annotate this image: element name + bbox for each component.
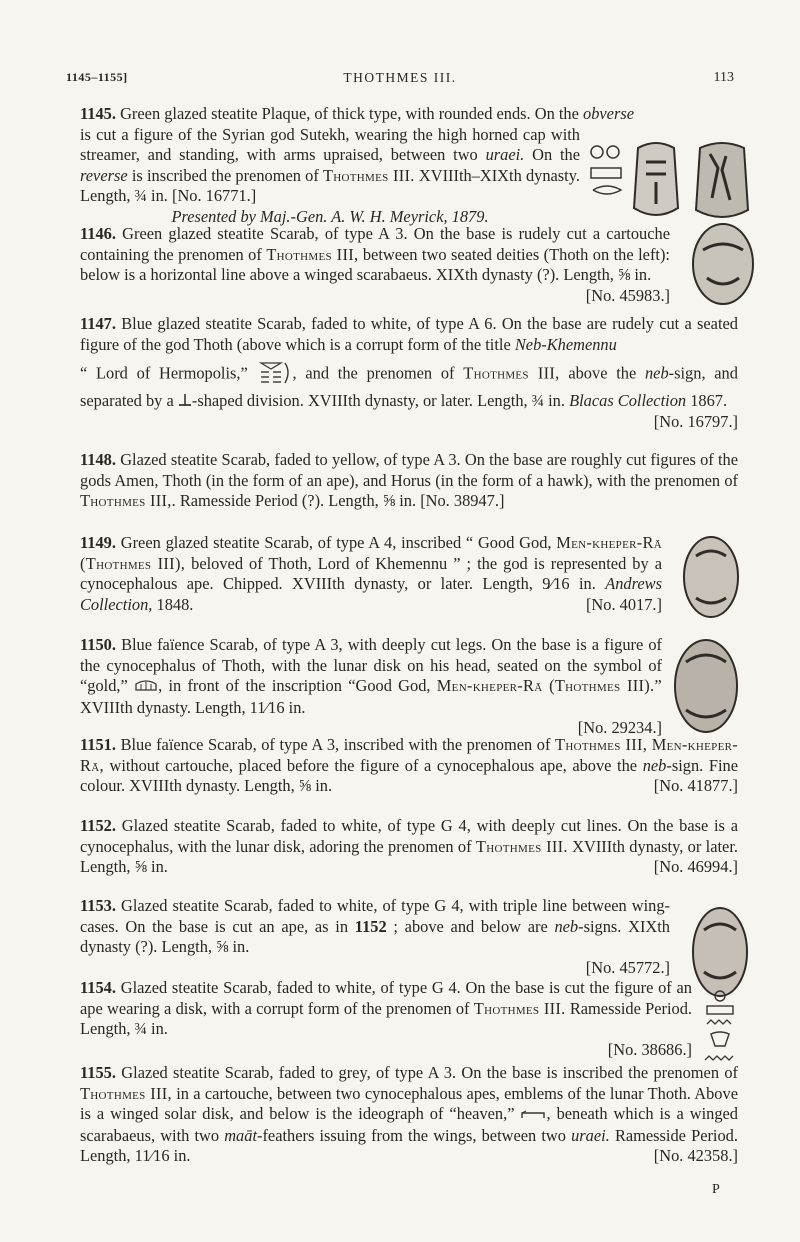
entry-1150: 1150. Blue faïence Scarab, of type A 3, with deeply cut legs. On the base is a figure of the cynocephalus of Thoth, with the lunar disk on his head, seated on the symbol of “gold,” , in front of the inscription “Good God, Men-kheper-Rā (Thothmes III).” XVIIIth dynasty. Length, 11⁄16 in. [No. 29234.]: [80, 635, 662, 738]
heaven-glyph-icon: [520, 1105, 546, 1126]
entry-range: 1145–1155]: [66, 70, 128, 84]
entry-1155: 1155. Glazed steatite Scarab, faded to grey, of type A 3. On the base is inscribed the prenomen of Thothmes III, in a cartouche, between two cynocephalous apes, emblems of the lunar Thoth. Above is a winged solar disk, and below is the ideograph of “heaven,” , beneath which is a winged scarabaeus, with two maāt-feathers issuing from the wings, between two uraei. Ramesside Period. Length, 11⁄16 in. [No. 42358.]: [80, 1063, 738, 1166]
entry-1147: 1147. Blue glazed steatite Scarab, faded to white, of type A 6. On the base are rudely cut a seated figure of the god Thoth (above which is a corrupt form of the title Neb-Khemennu “ Lord of Hermopolis,” , and the prenomen of Thothmes III, above the neb-sign, and separated by a -shaped division. XVIIIth dynasty, or later. Length, ¾ in. Blacas Collection 1867. [No. 16797.]: [80, 314, 738, 432]
entry-1148: 1148. Glazed steatite Scarab, faded to yellow, of type A 3. On the base are roughly cut figures of the gods Amen, Thoth (in the form of an ape), and Horus (in the form of a hawk), with the prenomen of Thothmes III,. Ramesside Period (?). Length, ⅝ in. [No. 38947.]: [80, 450, 738, 511]
scarab-1150-icon: [670, 634, 742, 738]
entry-1153: 1153. Glazed steatite Scarab, faded to white, of type G 4, with triple line between wing-cases. On the base is cut an ape, as in 1152 ; above and below are neb-signs. XIXth dynasty (?). Length, ⅝ in. [No. 45772.]: [80, 896, 670, 977]
entry-1151: 1151. Blue faïence Scarab, of type A 3, inscribed with the prenomen of Thothmes III, Men-kheper-Rā, without cartouche, placed before the figure of a cynocephalous ape, above the neb-sign. Fine colour. XVIIIth dynasty. Length, ⅝ in. [No. 41877.]: [80, 735, 738, 796]
signature-mark: P: [712, 1182, 720, 1197]
prenomen-hieroglyphs-icon: [697, 990, 743, 1068]
t-division-icon: [178, 392, 192, 413]
entry-1154: 1154. Glazed steatite Scarab, faded to white, of type G 4. On the base is cut the figure of an ape wearing a disk, with a corrupt form of the prenomen of Thothmes III. Ramesside Period. Length, ¾ in. [No. 38686.]: [80, 978, 693, 1059]
neb-khemennu-glyph-icon: [257, 359, 293, 391]
scarab-1149-icon: [680, 532, 742, 622]
page-number: 113: [713, 70, 734, 85]
scarab-1146-icon: [689, 220, 757, 310]
plaque-obverse-icon: [690, 138, 754, 224]
entry-1149: 1149. Green glazed steatite Scarab, of type A 4, inscribed “ Good God, Men-kheper-Rā (Thothmes III), beloved of Thoth, Lord of Khemennu ” ; the god is represented by a cynocephalous ape. Chipped. XVIIIth dynasty, or later. Length, 9⁄16 in. Andrews Collection, 1848. [No. 4017.]: [80, 533, 662, 614]
plaque-reverse-icon: [628, 138, 684, 224]
scarab-1153-icon: [690, 900, 750, 1000]
plaque-glyph-icon: [583, 140, 633, 220]
entry-1145: 1145. Green glazed steatite Plaque, of thick type, with rounded ends. On the obverse is cut a figure of the Syrian god Sutekh, wearing the high horned cap with streamer, and standing, with arms upraised, between two uraei. On the reverse is inscribed the prenomen of Thothmes III. XVIIIth–XIXth dynasty. Length, ¾ in. [No. 16771.] Presented by Maj.-Gen. A. W. H. Meyrick, 1879.: [80, 104, 634, 226]
gold-symbol-icon: [134, 677, 158, 698]
entry-1152: 1152. Glazed steatite Scarab, faded to white, of type G 4, with deeply cut lines. On the base is a cynocephalus, with the lunar disk, adoring the prenomen of Thothmes III. XVIIIth dynasty, or later. Length, ⅝ in. [No. 46994.]: [80, 816, 738, 877]
page-title: THOTHMES III.: [343, 70, 457, 85]
entry-1146: 1146. Green glazed steatite Scarab, of type A 3. On the base is rudely cut a cartouche containing the prenomen of Thothmes III, between two seated deities (Thoth on the left): below is a horizontal line above a winged scarabaeus. XIXth dynasty (?). Length, ⅝ in. [No. 45983.]: [80, 224, 670, 305]
running-header: [66, 70, 734, 92]
